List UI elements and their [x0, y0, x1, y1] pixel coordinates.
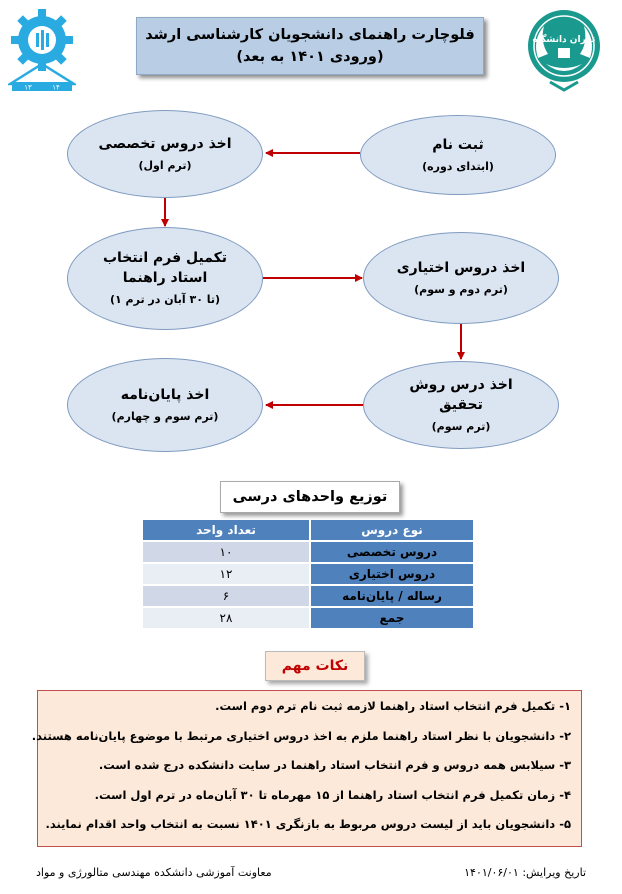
notes-heading: نکات مهم	[265, 651, 365, 681]
units-heading: توزیع واحدهای درسی	[220, 481, 400, 513]
footer-edit-date: تاریخ ویرایش: ۱۴۰۱/۰۶/۰۱	[464, 866, 586, 879]
node-advisor-title-1: تکمیل فرم انتخاب	[102, 250, 228, 266]
node-advisor-sub: (تا ۳۰ آبان در ترم ۱)	[109, 293, 221, 306]
list-item	[48, 758, 571, 788]
node-thesis-title: اخذ پایان‌نامه	[120, 386, 210, 403]
university-logo-text: تهران دانشگاه	[532, 35, 596, 45]
row-type: دروس اختیاری	[309, 564, 473, 586]
node-research-sub: (ترم سوم)	[431, 419, 491, 433]
node-research-title-2: تحقیق	[439, 396, 483, 413]
list-item	[31, 728, 571, 759]
table-row	[143, 586, 473, 608]
node-thesis-sub: (ترم سوم و چهارم)	[111, 409, 219, 423]
logo-number-right: ۱۴	[52, 83, 60, 92]
title-line-2: (ورودی ۱۴۰۱ به بعد)	[236, 49, 384, 65]
notes-box	[31, 690, 582, 847]
units-header-row	[143, 520, 473, 542]
title-line-1: فلوچارت راهنمای دانشجویان کارشناسی ارشد	[145, 27, 475, 43]
col-unit-count: تعداد واحد	[143, 520, 309, 542]
row-count: ۱۰	[143, 542, 309, 564]
row-type: رساله / پایان‌نامه	[309, 586, 473, 608]
node-register-title: ثبت نام	[432, 136, 484, 153]
node-specialized-sub: (ترم اول)	[138, 158, 192, 172]
node-research-title-1: اخذ درس روش	[409, 376, 513, 393]
node-research-method	[363, 361, 559, 449]
node-register-sub: (ابتدای دوره)	[422, 159, 494, 173]
note-number: ۵-	[559, 817, 571, 831]
note-text: دانشجویان باید از لیست دروس مربوط به بازنگری ۱۴۰۱ نسبت به انتخاب واحد اقدام نمایند.	[45, 817, 560, 831]
note-text: سیلابس همه دروس و فرم انتخاب استاد راهنما در سایت دانشکده درج شده است.	[98, 758, 560, 772]
row-type: جمع	[309, 608, 473, 630]
node-advisor-title-2: استاد راهنما	[122, 270, 208, 286]
units-table	[143, 520, 473, 630]
note-number: ۴-	[559, 787, 571, 802]
list-item	[48, 699, 571, 729]
note-text: دانشجویان با نظر استاد راهنما ملزم به اخذ دروس اختیاری مرتبط با موضوع پایان‌نامه هستند.	[31, 728, 560, 743]
table-row	[143, 608, 473, 630]
table-row	[143, 564, 473, 586]
row-count: ۲۸	[143, 608, 309, 630]
university-logo	[524, 6, 604, 92]
note-text: زمان تکمیل فرم انتخاب استاد راهنما از ۱۵ مهرماه تا ۳۰ آبان‌ماه در ترم اول است.	[94, 787, 560, 802]
note-number: ۳-	[559, 758, 571, 772]
row-count: ۱۲	[143, 564, 309, 586]
faculty-gear-logo	[8, 6, 76, 92]
table-row	[143, 542, 473, 564]
row-count: ۶	[143, 586, 309, 608]
node-elective-title: اخذ دروس اختیاری	[396, 259, 526, 276]
row-type: دروس تخصصی	[309, 542, 473, 564]
node-thesis	[67, 358, 263, 452]
note-number: ۱-	[559, 699, 571, 713]
node-elective-sub: (ترم دوم و سوم)	[414, 282, 508, 296]
logo-number-left: ۱۳	[24, 83, 32, 92]
col-course-type: نوع دروس	[309, 520, 473, 542]
node-register	[360, 115, 556, 195]
note-text: تکمیل فرم انتخاب استاد راهنما لازمه ثبت نام ترم دوم است.	[215, 699, 560, 713]
node-specialized-courses	[67, 110, 263, 198]
node-advisor-form	[67, 227, 263, 330]
note-number: ۲-	[559, 728, 571, 743]
list-item	[48, 788, 571, 818]
node-specialized-title: اخذ دروس تخصصی	[98, 135, 232, 152]
node-elective-courses	[363, 232, 559, 324]
page-title	[136, 17, 484, 75]
footer-office: معاونت آموزشی دانشکده مهندسی متالورژی و مواد	[36, 866, 272, 879]
list-item	[45, 817, 571, 847]
